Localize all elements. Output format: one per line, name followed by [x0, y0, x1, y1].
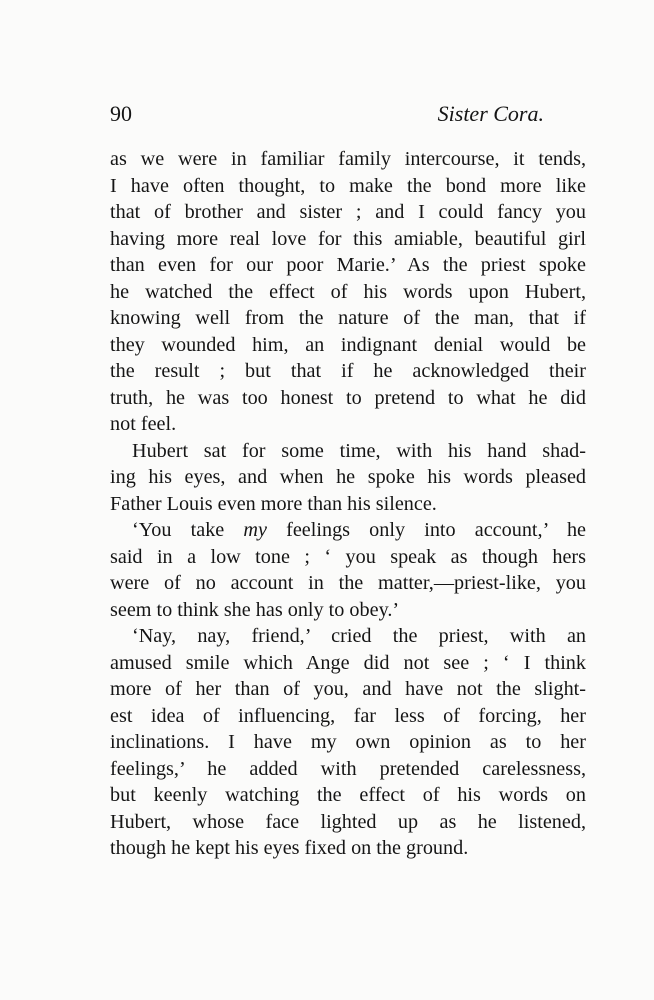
emphasized-word: my — [243, 519, 267, 541]
page-number: 90 — [110, 101, 132, 126]
text-line: truth, he was too honest to pretend to what he did — [110, 386, 586, 409]
text-line: Father Louis even more than his silence. — [110, 492, 437, 515]
text-line: but keenly watching the effect of his words on — [110, 784, 586, 806]
text-line: more of her than of you, and have not the slight- — [110, 678, 586, 700]
text-line: than even for our poor Marie.’ As the priest spoke — [110, 254, 586, 276]
text-line: though he kept his eyes fixed on the ground. — [110, 837, 469, 859]
text-segment: feelings only into account,’ he — [286, 519, 587, 541]
text-line: Hubert, whose face lighted up as he listened, — [110, 810, 586, 833]
text-segment: ‘You take — [132, 519, 225, 541]
text-line: feelings,’ he added with pretended carelessness, — [110, 757, 586, 780]
text-line: amused smile which Ange did not see ; ‘ I think — [110, 651, 586, 674]
text-line: said in a low tone ; ‘ you speak as though hers — [110, 545, 586, 568]
text-line: ing his eyes, and when he spoke his words pleased — [110, 466, 586, 488]
text-line: that of brother and sister ; and I could fancy you — [110, 201, 586, 223]
text-line: seem to think she has only to obey.’ — [110, 598, 400, 621]
body-text — [110, 146, 586, 862]
text-line: he watched the effect of his words upon Hubert, — [110, 280, 586, 303]
text-line: est idea of influencing, far less of forcing, her — [110, 704, 586, 727]
running-title: Sister Cora. — [437, 101, 544, 126]
text-line: inclinations. I have my own opinion as to her — [110, 731, 586, 753]
text-line: not feel. — [110, 413, 177, 435]
page-header — [110, 101, 544, 131]
text-line: knowing well from the nature of the man, that if — [110, 307, 586, 329]
text-line: as we were in familiar family intercourse, it tends, — [110, 148, 586, 170]
text-line: Hubert sat for some time, with his hand shad- — [132, 439, 586, 462]
text-line: were of no account in the matter,—priest-like, you — [110, 572, 586, 594]
text-line: ‘Nay, nay, friend,’ cried the priest, with an — [132, 625, 586, 647]
text-line: the result ; but that if he acknowledged their — [110, 360, 586, 382]
text-line: I have often thought, to make the bond more like — [110, 174, 586, 197]
text-line: they wounded him, an indignant denial would be — [110, 333, 586, 356]
text-line-with-emphasis — [110, 517, 586, 544]
text-line: having more real love for this amiable, beautiful girl — [110, 227, 586, 250]
